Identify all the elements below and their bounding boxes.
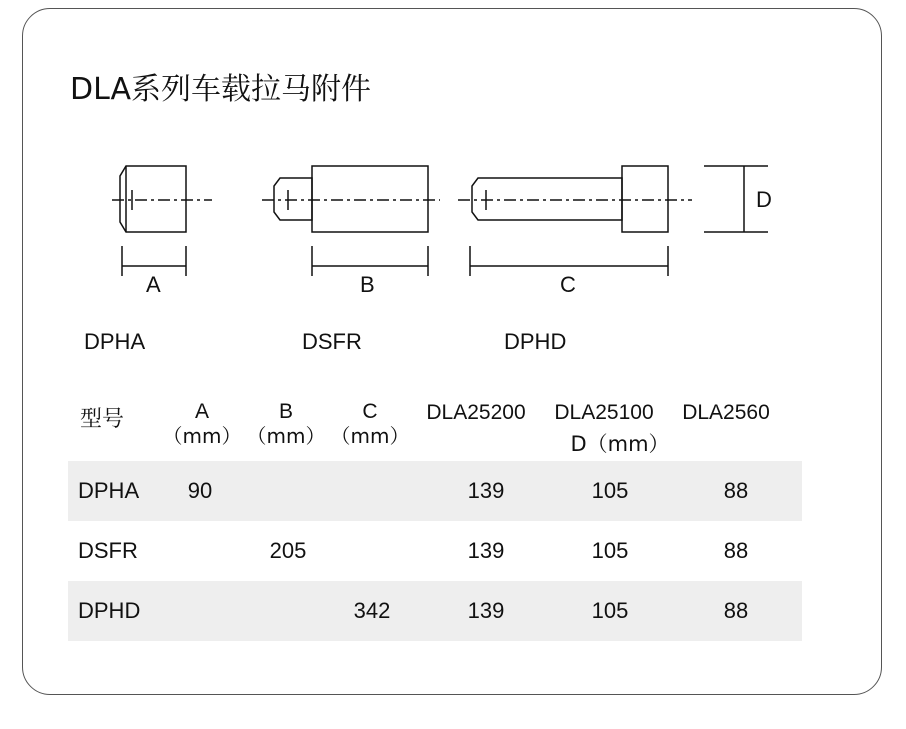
header-c	[328, 400, 412, 448]
cell-b: 205	[269, 538, 307, 563]
dim-label-a: A	[146, 272, 161, 297]
part-name-dsfr: DSFR	[302, 329, 362, 354]
cell-b	[248, 461, 328, 521]
part-name-dphd: DPHD	[504, 329, 567, 354]
cell-c	[332, 521, 412, 581]
header-b-unit: （mm）	[246, 424, 326, 448]
cell-dla2560: 88	[723, 478, 749, 503]
row-name: DPHA	[78, 478, 140, 503]
cell-c	[332, 461, 412, 521]
cell-dla2560: 88	[723, 598, 749, 623]
header-a-unit: （mm）	[162, 424, 242, 448]
header-type: 型号	[80, 407, 125, 432]
cell-dla25100: 105	[591, 478, 629, 503]
cell-a: 90	[187, 478, 213, 503]
cell-dla25200: 139	[467, 598, 505, 623]
header-model-dla2560: DLA2560	[682, 401, 770, 424]
cell-dla25100: 105	[591, 538, 629, 563]
row-name: DSFR	[78, 538, 138, 563]
page-title: DLA系列车载拉马附件	[70, 72, 372, 107]
table-row	[68, 461, 802, 521]
cell-dla2560: 88	[723, 538, 749, 563]
part-name-dpha: DPHA	[84, 329, 146, 354]
header-b	[244, 400, 328, 448]
dim-label-c: C	[560, 272, 576, 297]
cell-dla25100: 105	[591, 598, 629, 623]
header-c-unit: （mm）	[330, 424, 410, 448]
dim-label-d: D	[756, 187, 772, 212]
table-row	[68, 581, 802, 641]
header-c-label: C	[362, 400, 378, 423]
row-name: DPHD	[78, 598, 141, 623]
header-d-unit: D（mm）	[570, 432, 670, 456]
cell-dla25200: 139	[467, 538, 505, 563]
table-row	[68, 521, 802, 581]
header-a	[160, 400, 244, 448]
header-b-label: B	[278, 400, 293, 423]
header-a-label: A	[194, 400, 209, 423]
header-model-dla25100: DLA25100	[554, 401, 654, 424]
cell-c: 342	[353, 598, 391, 623]
dim-label-b: B	[360, 272, 375, 297]
cell-a	[160, 581, 240, 641]
cell-b	[248, 581, 328, 641]
cell-a	[160, 521, 240, 581]
cell-dla25200: 139	[467, 478, 505, 503]
header-model-dla25200: DLA25200	[426, 401, 526, 424]
